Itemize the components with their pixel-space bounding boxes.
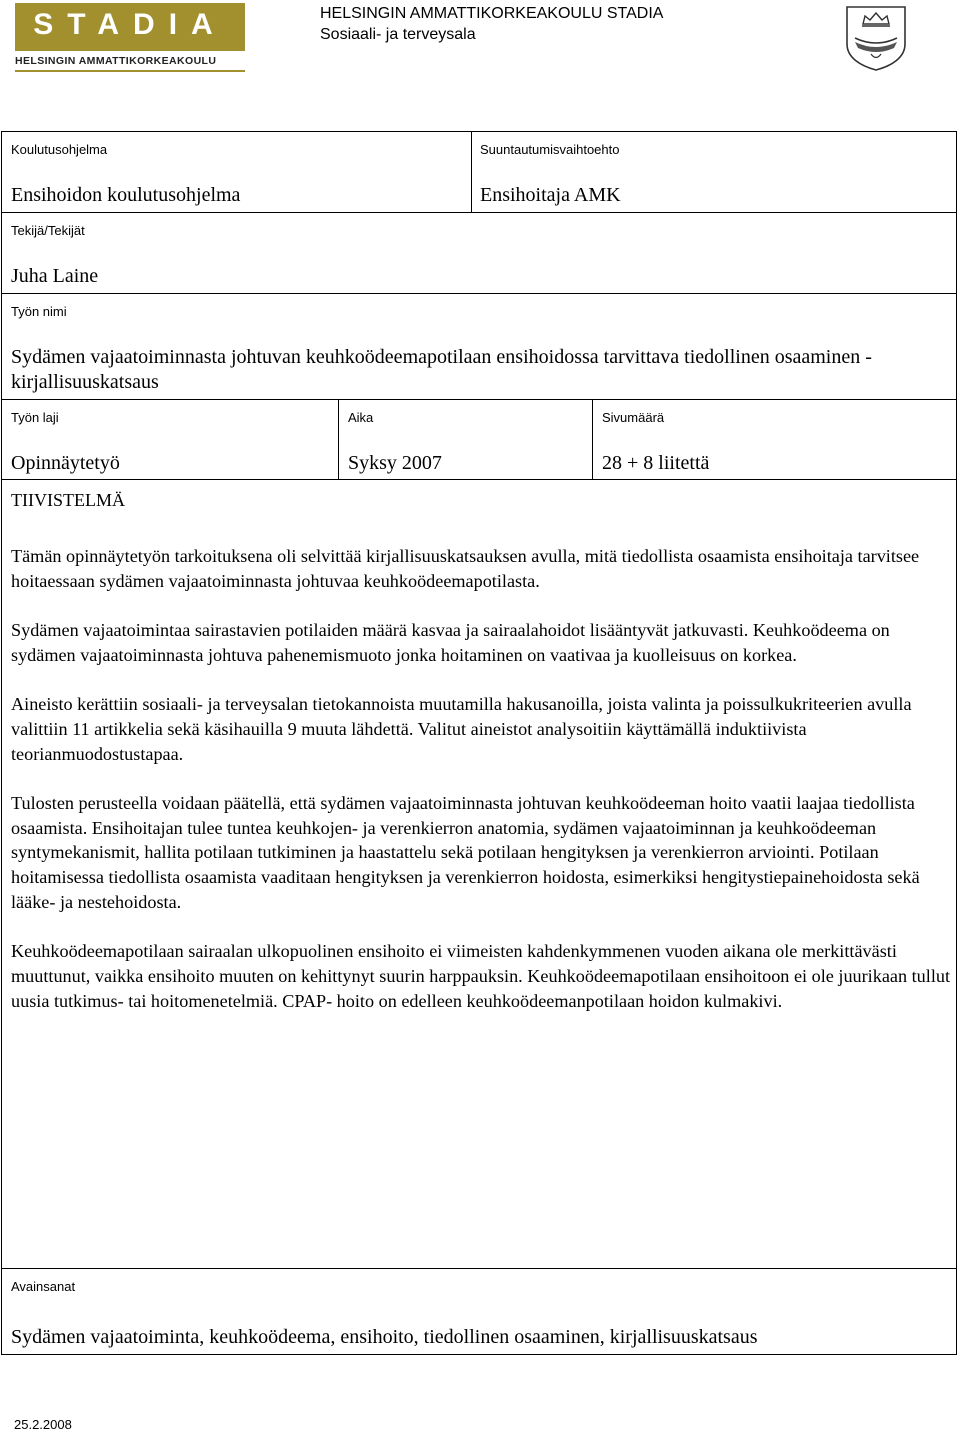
pages-value: 28 + 8 liitettä (602, 452, 710, 474)
keywords-value: Sydämen vajaatoiminta, keuhkoödeema, ensihoito, tiedollinen osaaminen, kirjallisuuskatsaus (11, 1326, 758, 1348)
program-label: Koulutusohjelma (11, 142, 108, 157)
logo-rule (15, 70, 245, 72)
abstract-paragraph: Sydämen vajaatoimintaa sairastavien potilaiden määrä kasvaa ja sairaalahoidot lisääntyvät jatkuvasti. Keuhkoödeema on sydämen vajaatoiminnasta johtuva pahenemismuoto jonka hoitaminen on vaativaa ja kuolleisuus on korkea. (11, 619, 890, 665)
divider (592, 399, 593, 479)
divider (2, 399, 956, 400)
institution-block (320, 3, 663, 45)
stadia-logo (15, 3, 245, 75)
abstract-paragraph: Tämän opinnäytetyön tarkoituksena oli selvittää kirjallisuuskatsauksen avulla, mitä tiedollista osaamista ensihoitaja tarvitsee hoitaessaan sydämen vajaatoiminnasta johtuvaa keuhkoödeemapotilasta. (11, 546, 920, 591)
pages-label: Sivumäärä (602, 410, 665, 425)
thesis-title: Sydämen vajaatoiminnasta johtuvan keuhkoödeemapotilaan ensihoidossa tarvittava tiedollinen osaaminen - kirjallisuuskatsaus (11, 346, 872, 393)
program-value: Ensihoidon koulutusohjelma (11, 184, 241, 206)
document-date: 25.2.2008 (14, 1417, 72, 1432)
time-label: Aika (348, 410, 374, 425)
logo-wordmark: STADIA (33, 8, 227, 41)
abstract-paragraph: Aineisto kerättiin sosiaali- ja terveysalan tietokannoista muutamilla hakusanoilla, joista valinta ja poissulkukriteerien avulla valittiin 11 artikkelia sekä käsihauilla 9 muuta lähdettä. Valitut aineistot analysoitiin käyttämällä induktiivista teorianmuodostustapaa. (11, 693, 912, 764)
time-value: Syksy 2007 (348, 452, 442, 474)
institution-name: HELSINGIN AMMATTIKORKEAKOULU STADIA (320, 5, 664, 22)
type-value: Opinnäytetyö (11, 452, 120, 474)
helsinki-coat-of-arms-icon (845, 4, 907, 72)
keywords-label: Avainsanat (11, 1279, 76, 1294)
divider (2, 212, 956, 213)
department-name: Sosiaali- ja terveysala (320, 26, 476, 43)
divider (2, 1268, 956, 1269)
divider (2, 479, 956, 480)
divider (338, 399, 339, 479)
abstract-heading: TIIVISTELMÄ (11, 490, 125, 510)
abstract-paragraph: Keuhkoödeemapotilaan sairaalan ulkopuolinen ensihoito ei viimeisten kahdenkymmenen vuoden aikana ole merkittävästi muuttunut, vaikka ensihoito muuten on kehittynyt suurin harppauksin. Keuhkoödeemapotilaan ensihoitoon ei ole juurikaan tullut uusia tutkimus- tai hoitomenetelmiä. CPAP- hoito on edelleen keuhkoödeemanpotilaan hoidon kulmakivi. (11, 941, 951, 1011)
orientation-label: Suuntautumisvaihtoehto (480, 142, 620, 157)
authors-label: Tekijä/Tekijät (11, 223, 85, 238)
divider (471, 132, 472, 212)
title-label: Työn nimi (11, 304, 67, 319)
type-label: Työn laji (11, 410, 59, 425)
authors-value: Juha Laine (11, 265, 99, 287)
orientation-value: Ensihoitaja AMK (480, 184, 621, 206)
thesis-abstract-form (1, 131, 957, 1355)
logo-subtitle: HELSINGIN AMMATTIKORKEAKOULU (15, 55, 217, 67)
abstract-body (11, 544, 951, 1038)
divider (2, 293, 956, 294)
abstract-paragraph: Tulosten perusteella voidaan päätellä, että sydämen vajaatoiminnasta johtuvan keuhkoödeeman hoito vaatii laajaa tiedollista osaamista. Ensihoitajan tulee tuntea keuhkojen- ja verenkierron anatomia, sydämen vajaatoiminnan ja keuhkoödeeman syntymekanismit, hallita potilaan tutkiminen ja haastattelu sekä potilaan hengityksen ja verenkierron arviointi. Potilaan hoitamisessa tiedollista osaamista vaaditaan hengityksen ja verenkierron hoidosta, esimerkiksi hengitystiepainehoidosta sekä lääke- ja nestehoidosta. (11, 792, 920, 912)
